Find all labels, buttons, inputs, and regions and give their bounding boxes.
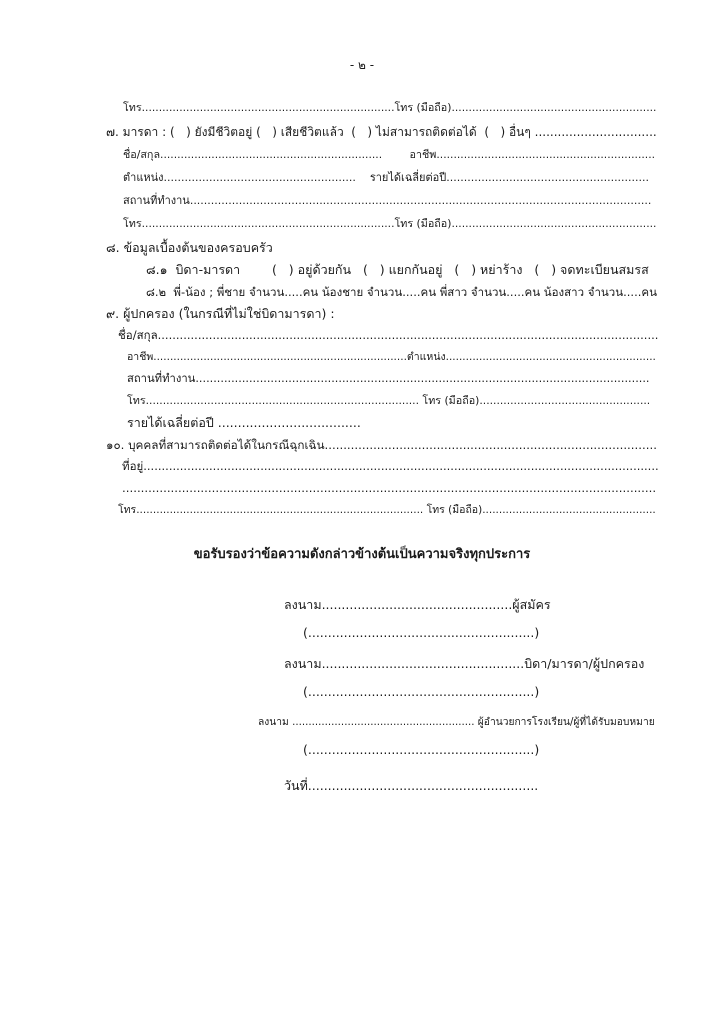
date-line: วันที่..........................................................: [284, 778, 539, 793]
mother-status-line: ๗. มารดา : ( ) ยังมีชีวิตอยู่ ( ) เสียชีวิตแล้ว ( ) ไม่สามารถติดต่อได้ ( ) อื่นๆ ................................: [106, 125, 657, 139]
family-info-heading: ๘. ข้อมูลเบื้องต้นของครอบครัว: [106, 240, 273, 255]
guardian-occupation-line: อาชีพ............................................................................ตำแหน่ง...............................................................: [127, 351, 656, 363]
applicant-signature-line: ลงนาม................................................ผู้สมัคร: [284, 597, 551, 612]
applicant-printed-name: (.........................................................): [303, 625, 540, 640]
page-number: - ๒ -: [349, 58, 375, 72]
parent-printed-name: (.........................................................): [303, 684, 540, 699]
guardian-name-line: ชื่อ/สกุล.........................................................................................................................................: [118, 328, 659, 342]
parents-status-line: ๘.๑ บิดา-มารดา ( ) อยู่ด้วยกัน ( ) แยกกันอยู่ ( ) หย่าร้าง ( ) จดทะเบียนสมรส: [146, 262, 649, 277]
guardian-phone-line: โทร................................................................................ โทร (มือถือ)..................................................: [127, 394, 651, 407]
certification-statement: ขอรับรองว่าข้อความดังกล่าวข้างต้นเป็นความจริงทุกประการ: [193, 547, 531, 562]
mother-workplace-line: สถานที่ทำงาน....................................................................................................................................: [123, 194, 652, 207]
emergency-phone-line: โทร...................................................................................... โทร (มือถือ)....................................................: [118, 504, 656, 516]
emergency-address-line: ที่อยู่.............................................................................................................................................: [122, 459, 659, 473]
mother-phone-line: โทร..........................................................................โทร (มือถือ)............................................................: [123, 217, 657, 230]
guardian-income-line: รายได้เฉลี่ยต่อปี ....................................: [127, 415, 361, 430]
guardian-heading: ๙. ผู้ปกครอง (ในกรณีที่ไม่ใช่บิดามารดา) :: [106, 306, 335, 321]
director-printed-name: (.........................................................): [303, 742, 540, 757]
mother-name-line: ชื่อ/สกุล................................................................. อาชีพ................................................................: [123, 148, 656, 161]
guardian-workplace-line: สถานที่ทำงาน...............................................................................................................................: [127, 372, 650, 385]
director-signature-line: ลงนาม ........................................................ ผู้อำนวยการโรงเรียน/ผู้ที่ได้รับมอบหมาย: [258, 716, 655, 728]
mother-position-line: ตำแหน่ง....................................................... รายได้เฉลี่ยต่อปี..........................................................: [123, 171, 650, 184]
father-phone-line: โทร..........................................................................โทร (มือถือ)............................................................: [123, 101, 657, 114]
emergency-address-line-2: ...............................................................................................................................................: [122, 481, 657, 495]
parent-signature-line: ลงนาม...................................................บิดา/มารดา/ผู้ปกครอง: [284, 656, 645, 671]
siblings-line: ๘.๒ พี่-น้อง ; พี่ชาย จำนวน.....คน น้องชาย จำนวน.....คน พี่สาว จำนวน.....คน น้องสาว จำนวน.....คน: [146, 285, 657, 299]
emergency-contact-heading: ๑๐. บุคคลที่สามารถติดต่อได้ในกรณีฉุกเฉิน.........................................................................................: [106, 438, 657, 452]
